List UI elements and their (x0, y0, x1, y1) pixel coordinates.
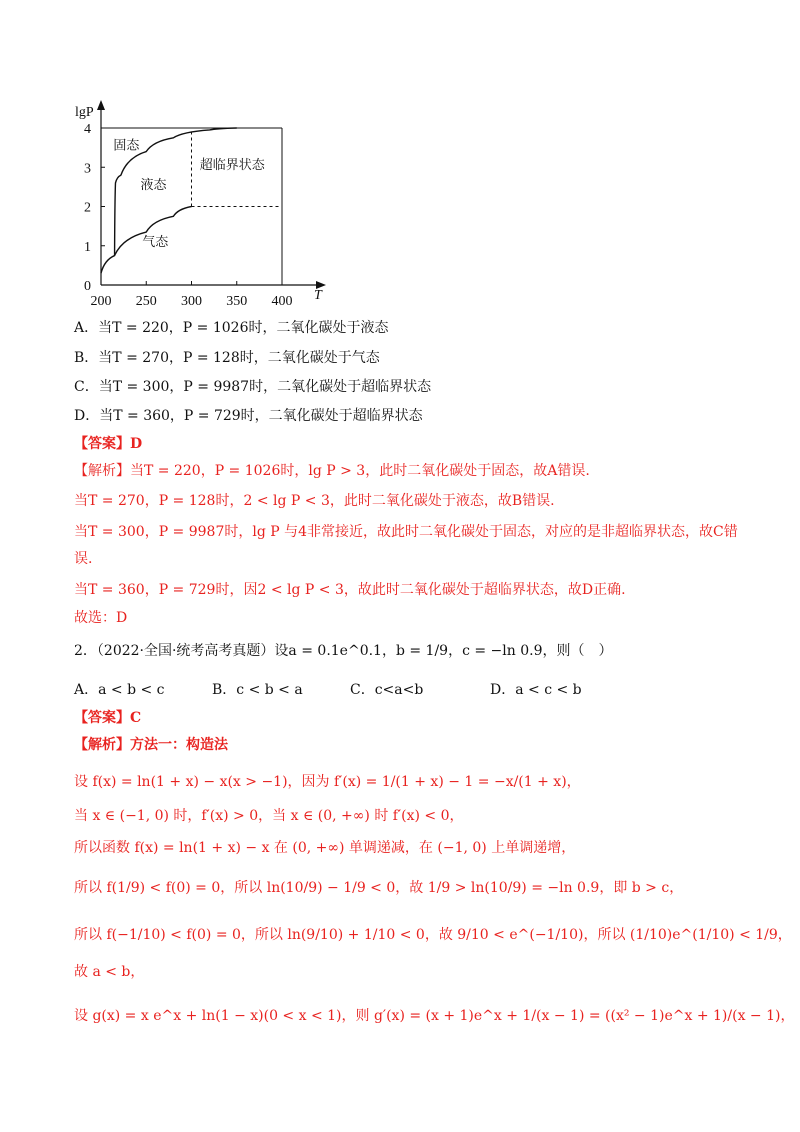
q1-analysis-line-2: 当T = 270，P = 128时，2 < lg P < 3，此时二氧化碳处于液态，故B错误. (74, 493, 555, 509)
region-label-solid: 固态 (113, 138, 140, 154)
q2-method-title: 方法一：构造法 (130, 737, 228, 753)
region-label-liquid: 液态 (140, 177, 167, 193)
q1-option-a: A．当T = 220，P = 1026时，二氧化碳处于液态 (74, 320, 389, 336)
q2-line-7: 设 g(x) = x e^x + ln(1 − x)(0 < x < 1)，则 g′(x) = (x + 1)e^x + 1/(x − 1) = ((x² − 1)e^x + 1)/(x − 1)， (74, 1008, 795, 1024)
q1-option-b: B．当T = 270，P = 128时，二氧化碳处于气态 (74, 350, 380, 366)
y-tick-label: 0 (84, 279, 91, 294)
q2-line-1: 设 f(x) = ln(1 + x) − x(x > −1)，因为 f′(x) = 1/(1 + x) − 1 = −x/(1 + x)， (74, 774, 581, 790)
y-tick-label: 3 (84, 161, 91, 177)
q2-stem: 2．（2022·全国·统考高考真题）设a = 0.1e^0.1，b = 1/9，c = −ln 0.9，则（ ） (74, 643, 613, 659)
q2-line-4: 所以 f(1/9) < f(0) = 0，所以 ln(10/9) − 1/9 < 0，故 1/9 > ln(10/9) = −ln 0.9，即 b > c， (74, 880, 684, 896)
x-tick-label: 300 (181, 294, 202, 309)
q2-analysis-label: 【解析】 (74, 737, 130, 753)
q2-option-d: D．a < c < b (490, 682, 582, 698)
q2-option-a: A．a < b < c (74, 682, 165, 698)
x-tick-label: 400 (271, 294, 293, 309)
q1-option-c: C．当T = 300，P = 9987时，二氧化碳处于超临界状态 (74, 379, 432, 395)
q2-line-5: 所以 f(−1/10) < f(0) = 0，所以 ln(9/10) + 1/10 < 0，故 9/10 < e^(−1/10)，所以 (1/10)e^(1/10) < 1/9， (74, 927, 792, 943)
q2-line-3: 所以函数 f(x) = ln(1 + x) − x 在 (0, +∞) 单调递减，在 (−1, 0) 上单调递增， (74, 840, 576, 856)
phase-diagram-chart (70, 96, 330, 311)
q2-line-2: 当 x ∈ (−1, 0) 时，f′(x) > 0，当 x ∈ (0, +∞) 时 f′(x) < 0， (74, 808, 464, 824)
q2-line-6: 故 a < b， (74, 964, 145, 980)
x-tick-label: 200 (90, 294, 112, 309)
y-tick-label: 4 (84, 122, 91, 137)
x-tick-label: 250 (135, 294, 157, 309)
q1-option-d: D．当T = 360，P = 729时，二氧化碳处于超临界状态 (74, 408, 423, 424)
y-axis-label: lgP (75, 105, 94, 120)
q2-option-c: C．c<a<b (350, 682, 424, 698)
q1-answer: 【答案】D (74, 436, 143, 452)
q2-option-b: B．c < b < a (212, 682, 303, 698)
y-tick-label: 2 (84, 200, 91, 216)
region-label-gas: 气态 (142, 234, 169, 250)
y-tick-label: 1 (84, 239, 91, 255)
q2-analysis-heading (74, 735, 228, 755)
x-axis-label: T (314, 288, 322, 303)
q1-analysis-line-5: 当T = 360，P = 729时，因2 < lg P < 3，故此时二氧化碳处于超临界状态，故D正确. (74, 582, 626, 598)
x-tick-label: 350 (226, 294, 248, 309)
q2-answer: 【答案】C (74, 710, 142, 726)
region-label-supercritical: 超临界状态 (199, 158, 265, 174)
q1-analysis-line-4: 误. (74, 551, 93, 567)
q1-analysis-line-1: 【解析】当T = 220，P = 1026时，lg P > 3，此时二氧化碳处于固态，故A错误. (74, 463, 590, 479)
y-axis-arrow (97, 100, 105, 110)
q1-conclusion: 故选：D (74, 610, 128, 626)
q1-analysis-line-3: 当T = 300，P = 9987时，lg P 与4非常接近，故此时二氧化碳处于固态，对应的是非超临界状态，故C错 (74, 524, 738, 540)
